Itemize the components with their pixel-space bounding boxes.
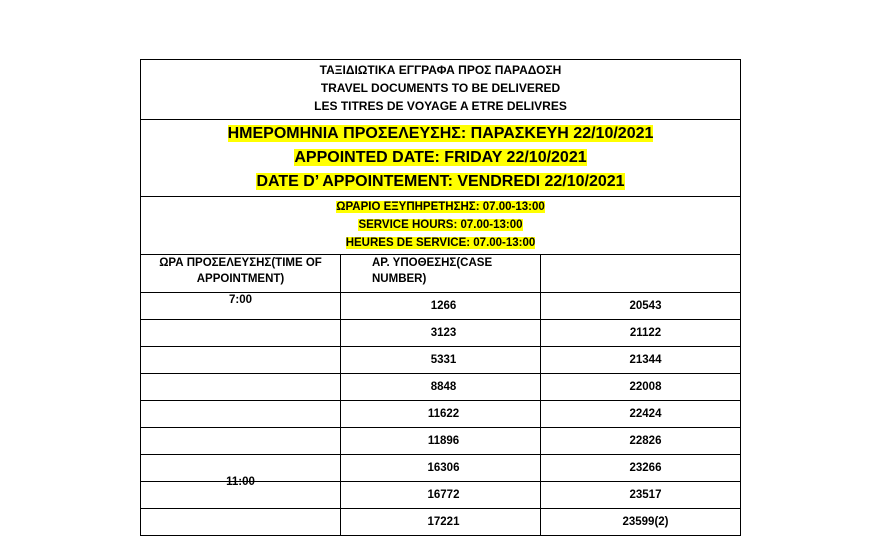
hours-cell [141, 197, 741, 255]
case-cell: 16306 [341, 455, 541, 482]
column-header-row [141, 255, 741, 293]
case-cell: 21122 [541, 320, 741, 347]
date-row [141, 120, 741, 197]
case-cell: 8848 [341, 374, 541, 401]
case-cell: 5331 [341, 347, 541, 374]
case-cell: 23266 [541, 455, 741, 482]
date-french: DATE D’ APPOINTEMENT: VENDREDI 22/10/2021 [256, 173, 625, 190]
table-row [141, 455, 741, 482]
table-row [141, 509, 741, 536]
case-cell: 23517 [541, 482, 741, 509]
column-header-time: ΩΡΑ ΠΡΟΣΕΛΕΥΣΗΣ(TIME OF APPOINTMENT) [141, 255, 341, 293]
case-cell: 22008 [541, 374, 741, 401]
case-cell: 1266 [341, 293, 541, 320]
time-cell: 11:00 [141, 455, 341, 482]
hours-greek: ΩΡΑΡΙΟ ΕΞΥΠΗΡΕΤΗΣΗΣ: 07.00-13:00 [336, 201, 545, 213]
case-cell: 16772 [341, 482, 541, 509]
case-cell: 21344 [541, 347, 741, 374]
case-cell: 3123 [341, 320, 541, 347]
hours-french: HEURES DE SERVICE: 07.00-13:00 [345, 237, 536, 249]
title-french: LES TITRES DE VOYAGE A ETRE DELIVRES [314, 99, 567, 113]
time-cell: 7:00 [141, 293, 341, 320]
time-cell [141, 401, 341, 428]
case-cell: 11896 [341, 428, 541, 455]
document-page [140, 59, 741, 547]
time-cell [141, 347, 341, 374]
time-cell [141, 428, 341, 455]
hours-english: SERVICE HOURS: 07.00-13:00 [358, 219, 523, 231]
column-header-case: ΑΡ. ΥΠΟΘΕΣΗΣ(CASE NUMBER) [341, 255, 541, 293]
time-cell [141, 509, 341, 536]
date-cell [141, 120, 741, 197]
case-cell: 22424 [541, 401, 741, 428]
hours-row [141, 197, 741, 255]
time-cell [141, 374, 341, 401]
table-row [141, 374, 741, 401]
case-cell: 22826 [541, 428, 741, 455]
case-cell: 23599(2) [541, 509, 741, 536]
title-row [141, 60, 741, 120]
date-greek: ΗΜΕΡΟΜΗΝΙΑ ΠΡΟΣΕΛΕΥΣΗΣ: ΠΑΡΑΣΚΕΥΗ 22/10/2021 [227, 125, 654, 142]
case-cell: 20543 [541, 293, 741, 320]
delivery-table [140, 59, 741, 536]
case-cell: 17221 [341, 509, 541, 536]
table-row [141, 293, 741, 320]
title-greek: ΤΑΞΙΔΙΩΤΙΚΑ ΕΓΓΡΑΦΑ ΠΡΟΣ ΠΑΡΑΔΟΣΗ [319, 63, 562, 77]
table-row [141, 347, 741, 374]
case-cell: 11622 [341, 401, 541, 428]
table-row [141, 428, 741, 455]
title-cell [141, 60, 741, 120]
table-row [141, 401, 741, 428]
time-cell [141, 320, 341, 347]
column-header-extra [541, 255, 741, 293]
date-english: APPOINTED DATE: FRIDAY 22/10/2021 [294, 149, 587, 166]
title-english: TRAVEL DOCUMENTS TO BE DELIVERED [320, 81, 561, 95]
table-row [141, 320, 741, 347]
